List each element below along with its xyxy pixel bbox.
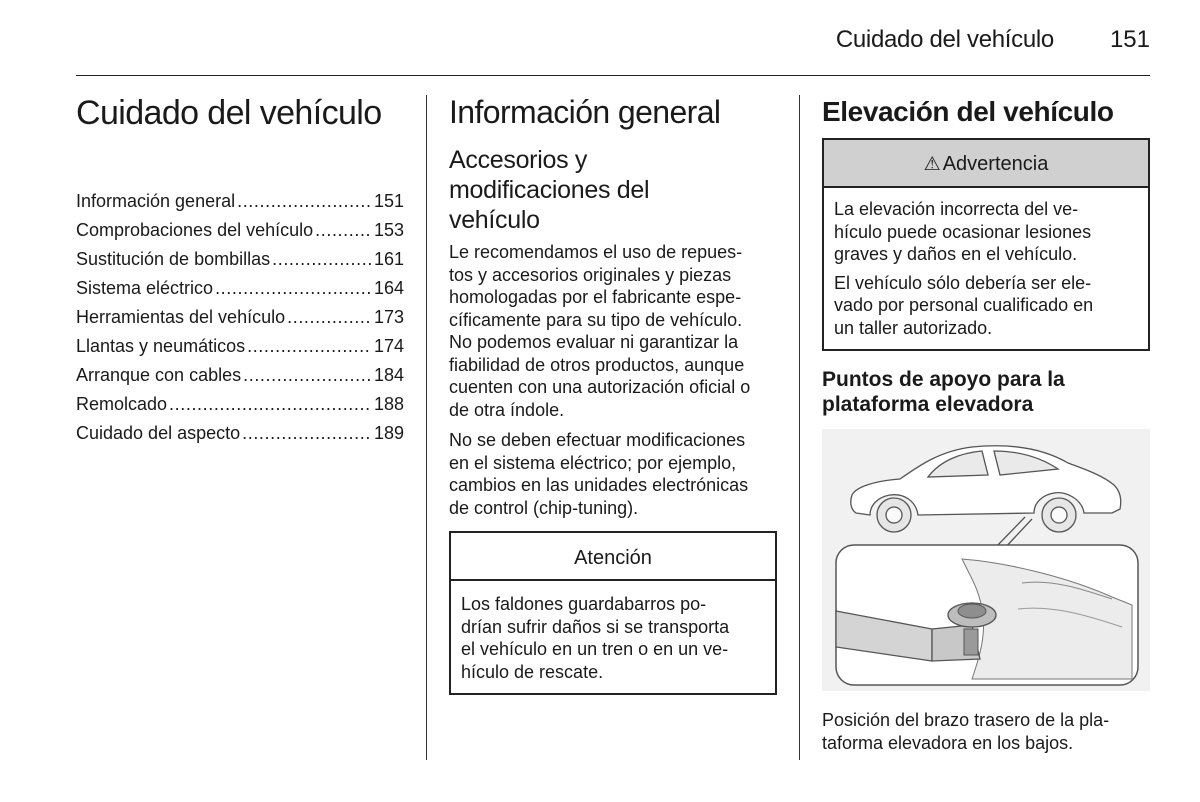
column-divider-1 [426, 95, 427, 760]
column-general-information [449, 94, 777, 695]
warning-box [822, 138, 1150, 351]
text-line: Los faldones guardabarros po- [461, 594, 707, 614]
body-paragraph [449, 241, 777, 421]
toc-leader [247, 332, 372, 361]
notice-body [451, 581, 775, 693]
body-paragraph [449, 429, 777, 519]
toc-page: 151 [373, 191, 404, 211]
toc-leader [215, 274, 372, 303]
text-line: un taller autorizado. [834, 317, 993, 338]
toc-leader [242, 419, 372, 448]
toc-entry[interactable] [76, 361, 404, 390]
text-line: graves y daños en el vehículo. [834, 244, 1078, 264]
toc-leader [237, 187, 372, 216]
toc-entry[interactable] [76, 303, 404, 332]
toc-label: Cuidado del aspecto [76, 423, 241, 443]
running-title: Cuidado del vehículo [835, 26, 1054, 53]
toc-leader [243, 361, 372, 390]
toc-page: 188 [373, 394, 404, 414]
subsection-title [449, 145, 777, 235]
toc-entry[interactable] [76, 274, 404, 303]
subsection-title-line: Accesorios y [449, 146, 588, 174]
subheading [822, 367, 1150, 417]
text-line: cuenten con una autorización oficial o [449, 377, 751, 397]
text-line: drían sufrir daños si se transporta [461, 616, 730, 637]
text-line: homologadas por el fabricante espe- [449, 287, 742, 307]
toc-label: Información general [76, 191, 236, 211]
notice-heading: Atención [451, 533, 775, 581]
toc-page: 184 [373, 365, 404, 385]
page-number: 151 [1109, 26, 1150, 53]
toc-label: Llantas y neumáticos [76, 336, 246, 356]
text-line: Posición del brazo trasero de la pla- [822, 710, 1110, 730]
subheading-line: plataforma elevadora [822, 393, 1034, 416]
section-title: Elevación del vehículo [822, 96, 1114, 127]
toc-label: Sistema eléctrico [76, 278, 214, 298]
subheading-line: Puntos de apoyo para la [822, 368, 1065, 391]
toc-leader [287, 303, 372, 332]
text-line: No podemos evaluar ni garantizar la [449, 332, 739, 352]
lift-point-illustration [822, 429, 1150, 691]
warning-paragraph [834, 272, 1138, 340]
text-line: hículo puede ocasionar lesiones [834, 221, 1092, 242]
column-vehicle-lifting [822, 94, 1150, 754]
toc-page: 189 [373, 423, 404, 443]
toc-page: 153 [373, 220, 404, 240]
text-line: de control (chip-tuning). [449, 497, 639, 518]
toc-entry[interactable] [76, 390, 404, 419]
text-line: cambios en las unidades electrónicas [449, 475, 749, 495]
text-line: hículo de rescate. [461, 661, 604, 682]
notice-box [449, 531, 777, 695]
toc-leader [169, 390, 372, 419]
toc-page: 161 [373, 249, 404, 269]
toc-page: 173 [373, 307, 404, 327]
header-rule [76, 75, 1150, 76]
toc-label: Sustitución de bombillas [76, 249, 271, 269]
toc-entry[interactable] [76, 419, 404, 448]
text-line: de otra índole. [449, 399, 565, 420]
text-line: fiabilidad de otros productos, aunque [449, 354, 745, 375]
warning-body [824, 188, 1148, 349]
toc-label: Herramientas del vehículo [76, 307, 286, 327]
warning-heading-bar [824, 140, 1148, 188]
warning-paragraph [834, 198, 1138, 266]
warning-heading: Advertencia [942, 153, 1049, 175]
text-line: cíficamente para su tipo de vehículo. [449, 309, 743, 330]
toc-entry[interactable] [76, 216, 404, 245]
toc-page: 164 [373, 278, 404, 298]
toc-label: Arranque con cables [76, 365, 242, 385]
warning-triangle-icon: ⚠ [923, 154, 941, 175]
text-line: El vehículo sólo debería ser ele- [834, 272, 1092, 293]
chapter-title: Cuidado del vehículo [76, 94, 382, 132]
text-line: el vehículo en un tren o en un ve- [461, 639, 729, 659]
section-title: Información general [449, 94, 721, 130]
detail-inset [836, 545, 1138, 685]
lift-point-illustration-svg [822, 429, 1150, 691]
toc-entry[interactable] [76, 187, 404, 216]
table-of-contents [76, 187, 404, 448]
toc-leader [315, 216, 372, 245]
text-line: No se deben efectuar modificaciones [449, 430, 746, 450]
text-line: taforma elevadora en los bajos. [822, 732, 1074, 753]
figure-caption [822, 709, 1150, 754]
toc-label: Comprobaciones del vehículo [76, 220, 314, 240]
text-line: en el sistema eléctrico; por ejemplo, [449, 452, 737, 473]
text-line: vado por personal cualificado en [834, 295, 1094, 315]
text-line: La elevación incorrecta del ve- [834, 199, 1079, 219]
text-line: Le recomendamos el uso de repues- [449, 242, 743, 262]
column-divider-2 [799, 95, 800, 760]
toc-label: Remolcado [76, 394, 168, 414]
toc-entry[interactable] [76, 245, 404, 274]
running-header [0, 26, 1150, 56]
text-line: tos y accesorios originales y piezas [449, 264, 732, 285]
subsection-title-line: modificaciones del [449, 176, 650, 204]
toc-page: 174 [373, 336, 404, 356]
toc-leader [272, 245, 372, 274]
toc-entry[interactable] [76, 332, 404, 361]
subsection-title-line: vehículo [449, 206, 540, 234]
